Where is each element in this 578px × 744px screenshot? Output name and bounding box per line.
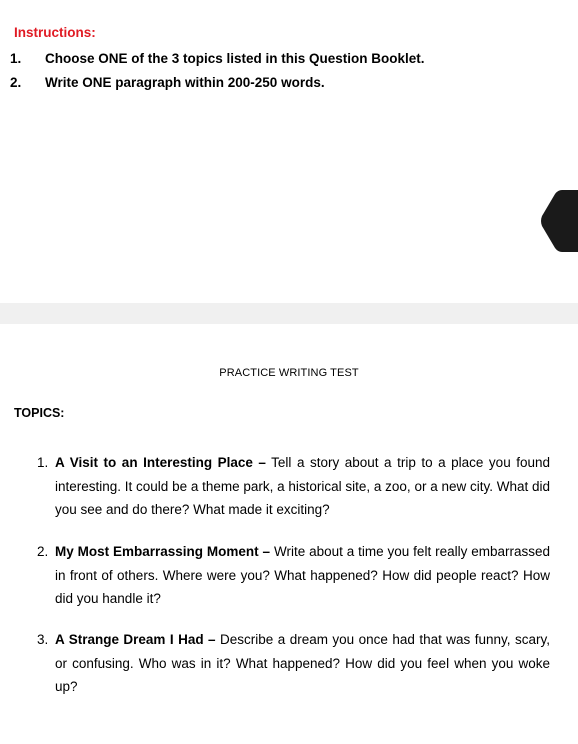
topics-heading: TOPICS: (14, 406, 65, 420)
instructions-title: Instructions: (14, 25, 96, 40)
test-title: PRACTICE WRITING TEST (219, 367, 359, 379)
instruction-text: Choose ONE of the 3 topics listed in this Question Booklet. (45, 51, 425, 66)
topic-item (30, 628, 550, 699)
page-navigation-tab-icon[interactable] (540, 190, 578, 252)
topic-item (30, 451, 550, 522)
topic-number: 1. (37, 455, 49, 470)
page-separator (0, 303, 578, 324)
instruction-number: 1. (10, 51, 22, 66)
topic-body (55, 451, 550, 522)
topic-number: 3. (37, 632, 49, 647)
topic-title: A Strange Dream I Had – (55, 632, 216, 647)
topic-item (30, 540, 550, 611)
instruction-number: 2. (10, 75, 22, 90)
topic-body (55, 628, 550, 699)
topic-text: Write about a time you felt really embarrassed in front of others. Where were you? What happened? How did people react? How did you handle it? (55, 544, 551, 606)
topic-number-cell (30, 540, 55, 611)
instruction-text: Write ONE paragraph within 200-250 words. (45, 75, 325, 90)
topic-title: A Visit to an Interesting Place – (55, 455, 266, 470)
page-top (0, 0, 578, 303)
topic-number-cell (30, 628, 55, 699)
topic-title: My Most Embarrassing Moment – (55, 544, 271, 559)
page-bottom (0, 324, 578, 744)
instruction-item (10, 75, 325, 90)
topic-number: 2. (37, 544, 49, 559)
instruction-item (10, 51, 425, 66)
topic-text: Tell a story about a trip to a place you found interesting. It could be a theme park, a historical site, a zoo, or a new city. What did you see and do there? What made it exciting? (55, 455, 550, 517)
topic-text: Describe a dream you once had that was funny, scary, or confusing. Who was in it? What happened? How did you feel when you woke up? (55, 632, 550, 694)
topic-body (55, 540, 550, 611)
topic-number-cell (30, 451, 55, 522)
